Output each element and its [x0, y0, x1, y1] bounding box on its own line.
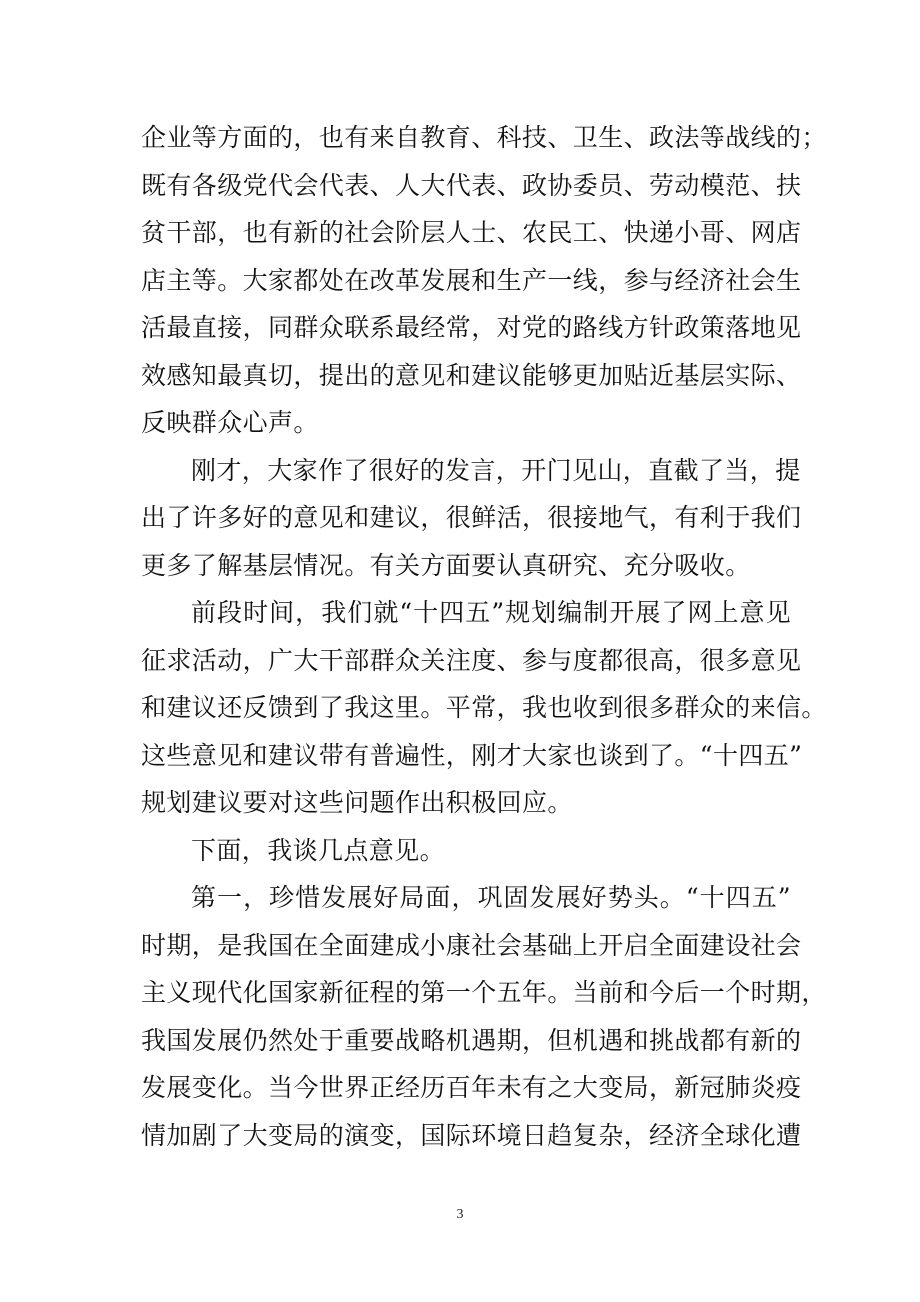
text-line: 刚才，大家作了很好的发言，开门见山，直截了当，提 — [191, 455, 801, 485]
text-line: 企业等方面的，也有来自教育、科技、卫生、政法等战线的； — [141, 123, 827, 152]
text-line: 我国发展仍然处于重要战略机遇期，但机遇和挑战都有新的 — [141, 1025, 802, 1055]
text-line: 反映群众心声。 — [141, 408, 319, 437]
text-line: 规划建议要对这些问题作出积极回应。 — [141, 788, 573, 817]
text-line: 更多了解基层情况。有关方面要认真研究、充分吸收。 — [141, 550, 751, 580]
page-number: 3 — [456, 1207, 464, 1222]
text-line: 和建议还反馈到了我这里。平常，我也收到很多群众的来信。 — [141, 693, 827, 722]
body-text — [141, 114, 827, 1159]
text-line: 征求活动，广大干部群众关注度、参与度都很高，很多意见 — [141, 645, 802, 675]
text-line: 效感知最真切，提出的意见和建议能够更加贴近基层实际、 — [141, 360, 802, 390]
text-line: 这些意见和建议带有普遍性，刚才大家也谈到了。“十四五” — [141, 740, 803, 770]
text-line: 情加剧了大变局的演变，国际环境日趋复杂，经济全球化遭 — [141, 1120, 802, 1150]
text-line: 活最直接，同群众联系最经常，对党的路线方针政策落地见 — [141, 313, 802, 342]
text-line: 下面，我谈几点意见。 — [191, 835, 446, 865]
text-line: 店主等。大家都处在改革发展和生产一线，参与经济社会生 — [141, 265, 802, 295]
text-line: 第一，珍惜发展好局面，巩固发展好势头。“十四五” — [191, 883, 791, 912]
text-line: 主义现代化国家新征程的第一个五年。当前和今后一个时期， — [141, 978, 827, 1007]
text-line: 时期，是我国在全面建成小康社会基础上开启全面建设社会 — [141, 930, 802, 960]
text-line: 既有各级党代会代表、人大代表、政协委员、劳动模范、扶 — [141, 170, 802, 200]
text-line: 出了许多好的意见和建议，很鲜活，很接地气，有利于我们 — [141, 503, 802, 532]
text-line: 发展变化。当今世界正经历百年未有之大变局，新冠肺炎疫 — [141, 1073, 802, 1102]
text-line: 前段时间，我们就“十四五”规划编制开展了网上意见 — [191, 598, 791, 627]
text-line: 贫干部，也有新的社会阶层人士、农民工、快递小哥、网店 — [141, 218, 802, 247]
